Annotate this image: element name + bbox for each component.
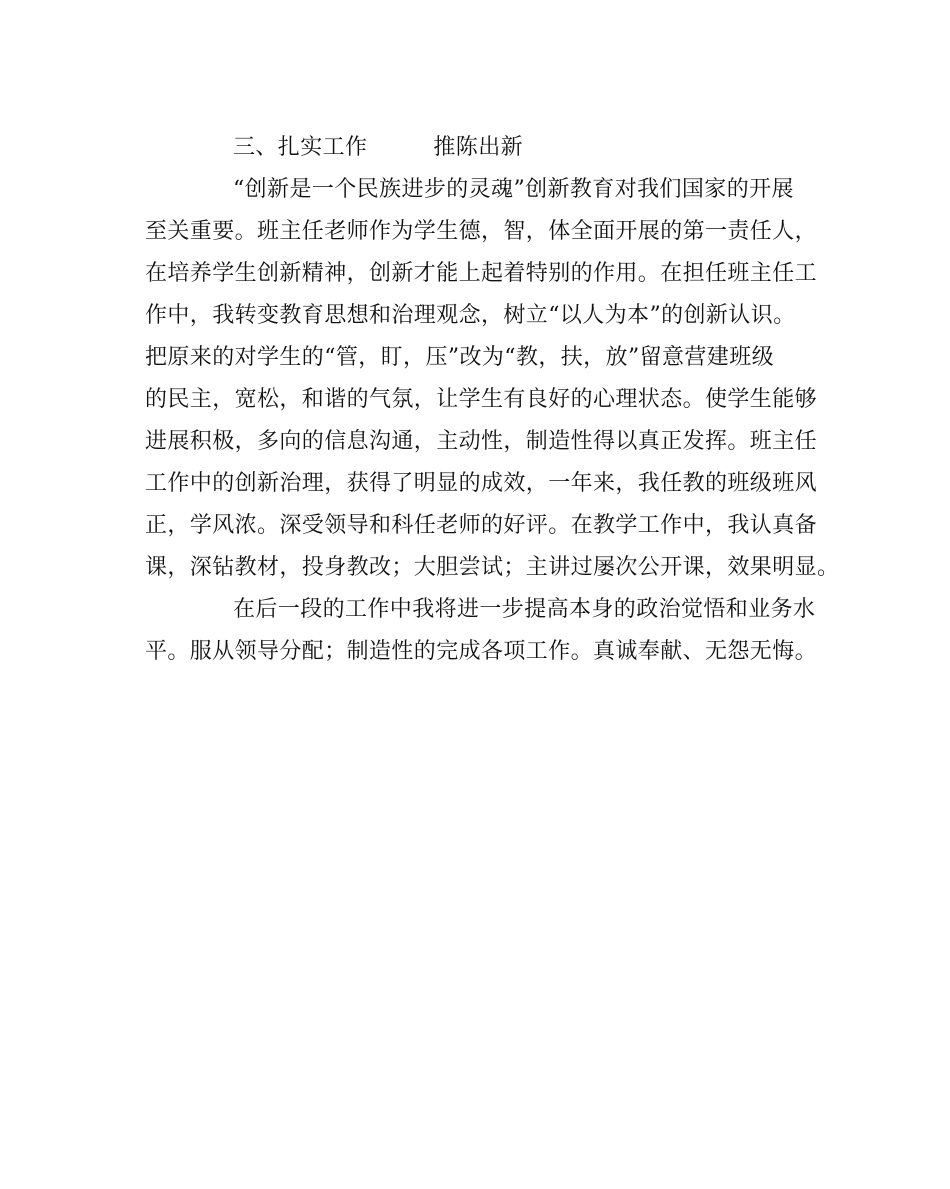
paragraph-1 xyxy=(145,169,840,589)
paragraph-1-line: 的民主，宽松，和谐的气氛，让学生有良好的心理状态。使学生能够 xyxy=(145,387,818,412)
section-heading-subtitle: 推陈出新 xyxy=(433,135,524,160)
paragraph-1-line: 把原来的对学生的“管，盯，压”改为“教，扶，放”留意营建班级 xyxy=(145,345,774,370)
section-heading-number-title: 三、扎实工作 xyxy=(233,135,368,160)
paragraph-1-line: 课，深钻教材，投身教改；大胆尝试；主讲过屡次公开课，效果明显。 xyxy=(145,555,840,580)
paragraph-1-line: “创新是一个民族进步的灵魂”创新教育对我们国家的开展 xyxy=(233,177,794,202)
paragraph-1-line: 进展积极，多向的信息沟通，主动性，制造性得以真正发挥。班主任 xyxy=(145,429,818,454)
paragraph-1-line: 作中，我转变教育思想和治理观念，树立“以人为本”的创新认识。 xyxy=(145,303,796,328)
paragraph-2 xyxy=(145,589,818,673)
paragraph-1-line: 工作中的创新治理，获得了明显的成效，一年来，我任教的班级班风 xyxy=(145,471,818,496)
paragraph-1-line: 在培养学生创新精神，创新才能上起着特别的作用。在担任班主任工 xyxy=(145,261,818,286)
paragraph-1-line: 正，学风浓。深受领导和科任老师的好评。在教学工作中，我认真备 xyxy=(145,513,818,538)
document-body xyxy=(145,127,840,673)
paragraph-2-line: 平。服从领导分配；制造性的完成各项工作。真诚奉献、无怨无悔。 xyxy=(145,639,818,664)
paragraph-2-line: 在后一段的工作中我将进一步提高本身的政治觉悟和业务水 xyxy=(233,597,816,622)
paragraph-1-line: 至关重要。班主任老师作为学生德，智，体全面开展的第一责任人， xyxy=(145,219,818,244)
section-heading xyxy=(145,127,815,169)
